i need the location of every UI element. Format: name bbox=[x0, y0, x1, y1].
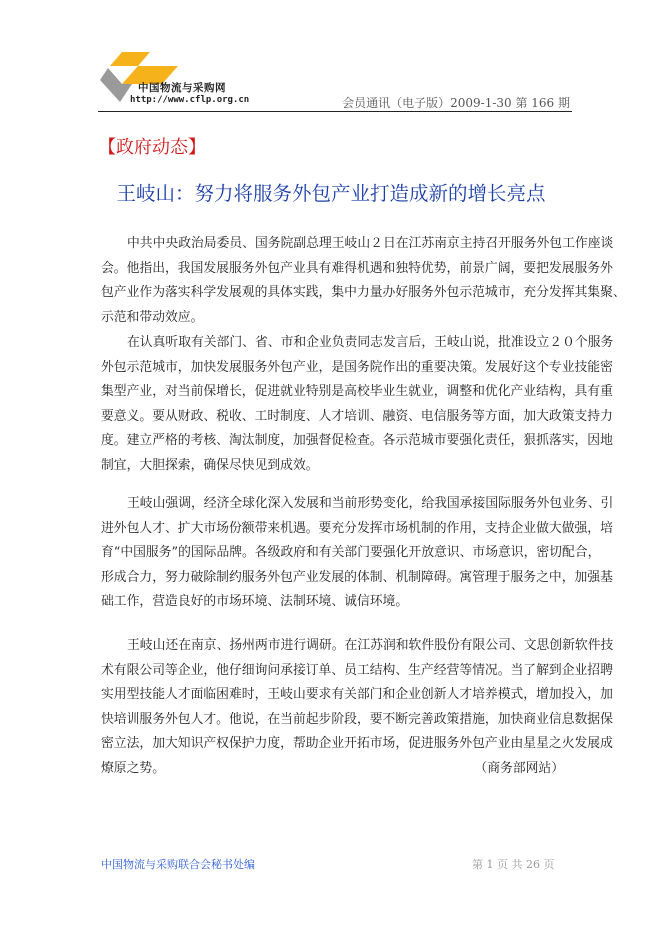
paragraph-line: 中共中央政治局委员、国务院副总理王岐山２日在江苏南京主持召开服务外包工作座谈 bbox=[127, 236, 614, 251]
paragraph-line: 示范和带动效应。 bbox=[101, 309, 204, 325]
paragraph-line: 密立法，加大知识产权保护力度，帮助企业开拓市场，促进服务外包产业由星星之火发展成 bbox=[101, 736, 613, 752]
paragraph-line: 快培训服务外包人才。他说，在当前起步阶段，要不断完善政策措施，加快商业信息数据保 bbox=[101, 711, 613, 727]
paragraph-line: 制宜，大胆探索，确保尽快见到成效。 bbox=[101, 458, 319, 473]
logo-url: http://www.cflp.org.cn bbox=[130, 95, 250, 105]
paragraph-line: 王岐山强调，经济全球化深入发展和当前形势变化，给我国承接国际服务外包业务、引 bbox=[127, 496, 614, 511]
paragraph-line: 进外包人才、扩大市场份额带来机遇。要充分发挥市场机制的作用，支持企业做大做强，培 bbox=[101, 520, 613, 536]
paragraph-line: 育“中国服务”的国际品牌。各级政府和有关部门要强化开放意识、市场意识，密切配合， bbox=[101, 545, 601, 561]
header-divider bbox=[98, 111, 572, 112]
footer-page-number: 第 1 页 共 26 页 bbox=[472, 858, 555, 871]
paragraph-line: 要意义。要从财政、税收、工时制度、人才培训、融资、电信服务等方面，加大政策支持力 bbox=[101, 408, 613, 424]
paragraph-line: 集型产业，对当前保增长，促进就业特别是高校毕业生就业，调整和优化产业结构，具有重 bbox=[101, 384, 613, 400]
paragraph-line: 度。建立严格的考核、淘汰制度，加强督促检查。各示范城市要强化责任，狠抓落实，因地 bbox=[101, 433, 613, 449]
paragraph-line: 外包示范城市，加快发展服务外包产业，是国务院作出的重要决策。发展好这个专业技能密 bbox=[101, 359, 613, 375]
paragraph-line: 术有限公司等企业，他仔细询问承接订单、员工结构、生产经营等情况。当了解到企业招聘 bbox=[101, 662, 613, 678]
paragraph-line: 燎原之势。 bbox=[101, 761, 165, 776]
paragraph-line: 形成合力，努力破除制约服务外包产业发展的体制、机制障碍。寓管理于服务之中，加强基 bbox=[101, 569, 613, 585]
paragraph-line: 在认真听取有关部门、省、市和企业负责同志发言后，王岐山说，批准设立２０个服务 bbox=[127, 335, 614, 350]
article-source: （商务部网站） bbox=[474, 761, 564, 776]
paragraph-line: 础工作，营造良好的市场环境、法制环境、诚信环境。 bbox=[101, 594, 409, 610]
logo-name: 中国物流与采购网 bbox=[138, 82, 226, 94]
section-title: 【政府动态】 bbox=[98, 137, 206, 158]
footer-publisher: 中国物流与采购联合会秘书处编 bbox=[101, 858, 255, 871]
paragraph-line: 王岐山还在南京、扬州两市进行调研。在江苏润和软件股份有限公司、文思创新软件技 bbox=[127, 638, 614, 653]
paragraph-line: 包产业作为落实科学发展观的具体实践，集中力量办好服务外包示范城市，充分发挥其集聚、 bbox=[101, 285, 626, 301]
article-headline: 王岐山：努力将服务外包产业打造成新的增长亮点 bbox=[116, 182, 546, 205]
issue-info: 会员通讯（电子版）2009-1-30 第 166 期 bbox=[342, 96, 570, 110]
paragraph-line: 实用型技能人才面临困难时，王岐山要求有关部门和企业创新人才培养模式，增加投入，加 bbox=[101, 687, 613, 703]
paragraph-line: 会。他指出，我国发展服务外包产业具有难得机遇和独特优势，前景广阔，要把发展服务外 bbox=[101, 260, 613, 276]
